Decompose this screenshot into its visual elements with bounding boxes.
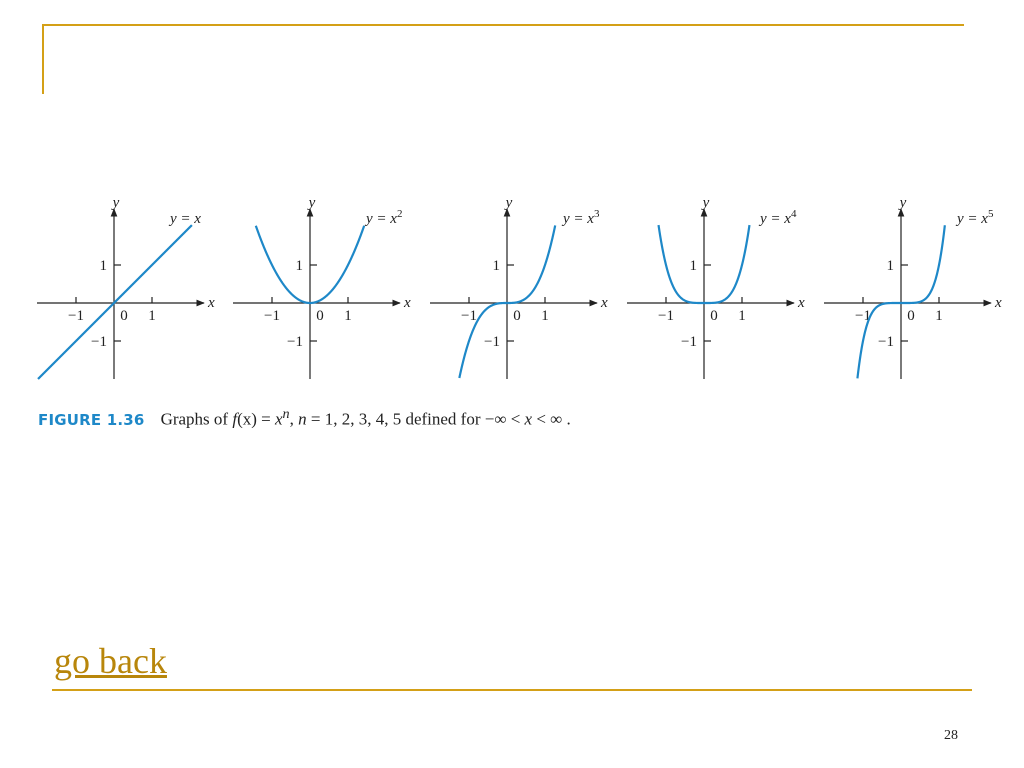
panel-5-x-axis-label: x [995, 295, 1002, 311]
top-rule [42, 24, 964, 26]
caption-text-before: Graphs of [160, 409, 233, 429]
panel-5-function-label: $y = x^5$ [957, 208, 994, 227]
panel-2-xtick-label-neg1: −1 [264, 308, 280, 324]
caption-f: f [232, 409, 238, 429]
power-function-graphs [0, 195, 1024, 395]
panel-1-curve-line [38, 225, 192, 379]
caption-x-paren: (x) [237, 409, 257, 429]
panel-3-y-axis-label: y [505, 195, 513, 211]
caption-x: x [274, 409, 283, 429]
left-rule [42, 24, 44, 94]
panel-3-xtick-label-neg1: −1 [461, 308, 477, 324]
panel-2-y-axis-label: y [308, 195, 316, 211]
panel-5-xtick-label-1: 1 [935, 308, 943, 324]
caption-n: n [298, 409, 307, 429]
panel-3-xtick-label-1: 1 [541, 308, 549, 324]
page-number: 28 [944, 728, 958, 743]
caption-equals: = [256, 409, 275, 429]
panel-1-ytick-label-1: 1 [99, 258, 107, 274]
panel-2-xtick-label-1: 1 [344, 308, 352, 324]
panel-4-x-axis-label: x [798, 295, 805, 311]
figure-label: FIGURE 1.36 [38, 410, 145, 429]
panel-5-xtick-label-neg1: −1 [855, 308, 871, 324]
panel-3-x-axis-label: x [601, 295, 608, 311]
panel-2-ytick-label-neg1: −1 [287, 334, 303, 350]
figure-caption [38, 406, 571, 430]
panel-1-y-axis-label: y [112, 195, 120, 211]
panel-2-x-axis-label: x [404, 295, 411, 311]
panel-2-function-label: $y = x^2$ [366, 208, 403, 227]
panel-4-xtick-label-0: 0 [710, 308, 718, 324]
panel-5-y-axis-label: y [899, 195, 907, 211]
panel-2-ytick-label-1: 1 [295, 258, 303, 274]
panel-3-ytick-label-1: 1 [492, 258, 500, 274]
panel-5-ytick-label-neg1: −1 [878, 334, 894, 350]
panel-4-xtick-label-neg1: −1 [658, 308, 674, 324]
panel-4-xtick-label-1: 1 [738, 308, 746, 324]
panel-4-y-axis-label: y [702, 195, 710, 211]
caption-tail: < ∞ . [532, 409, 571, 429]
panel-4-function-label: $y = x^4$ [760, 208, 797, 227]
bottom-rule [52, 689, 972, 691]
panel-3-ytick-label-neg1: −1 [484, 334, 500, 350]
panel-1-xtick-label-neg1: −1 [68, 308, 84, 324]
panel-5-xtick-label-0: 0 [907, 308, 915, 324]
panel-5-ytick-label-1: 1 [886, 258, 894, 274]
caption-list: = 1, 2, 3, 4, 5 defined for −∞ < [306, 409, 525, 429]
panel-2-xtick-label-0: 0 [316, 308, 324, 324]
panel-4-ytick-label-1: 1 [689, 258, 697, 274]
panel-1-function-label: y = x [170, 211, 201, 227]
caption-exponent: n [282, 406, 290, 422]
panel-3-function-label: $y = x^3$ [563, 208, 600, 227]
panel-1-xtick-label-0: 0 [120, 308, 128, 324]
panel-4-ytick-label-neg1: −1 [681, 334, 697, 350]
panel-1-xtick-label-1: 1 [148, 308, 156, 324]
panel-1-ytick-label-neg1: −1 [91, 334, 107, 350]
panel-3-xtick-label-0: 0 [513, 308, 521, 324]
caption-mid: , [289, 409, 299, 429]
caption-x2: x [524, 409, 533, 429]
go-back-link[interactable]: go back [54, 641, 167, 681]
panel-1-x-axis-label: x [208, 295, 215, 311]
